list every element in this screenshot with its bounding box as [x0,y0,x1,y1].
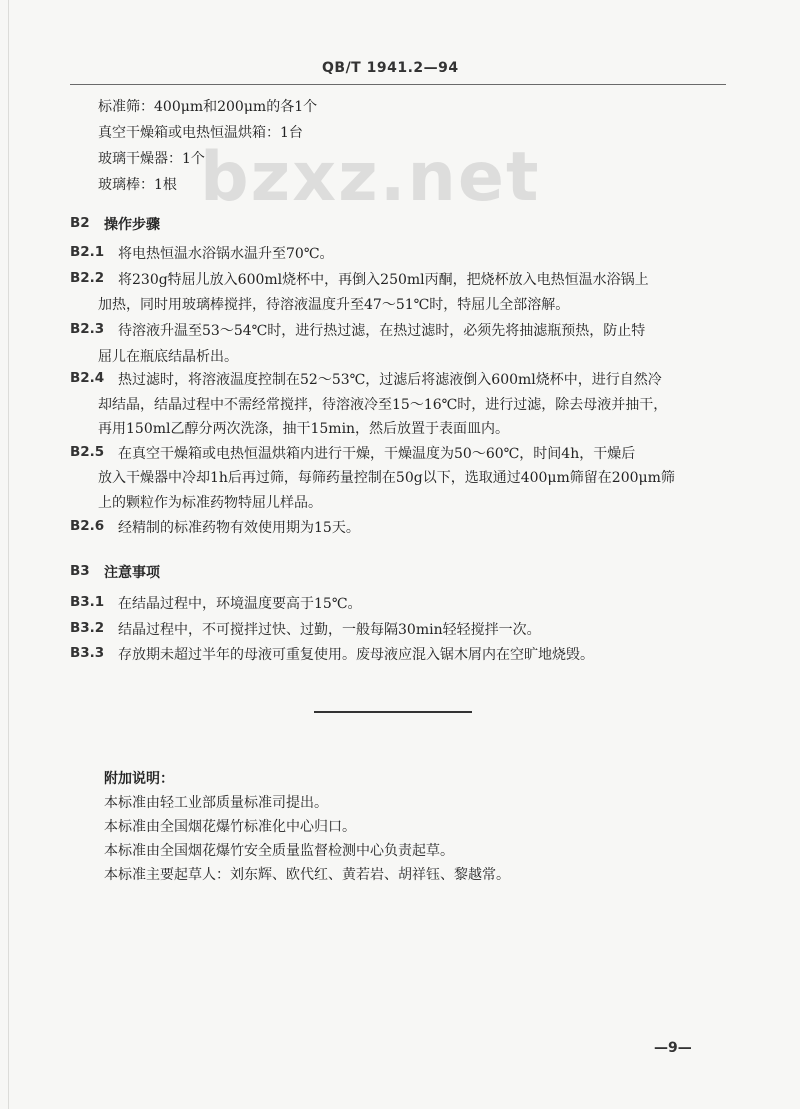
clause-text: 在真空干燥箱或电热恒温烘箱内进行干燥，干燥温度为50～60℃，时间4h，干燥后 [118,446,636,462]
clause-text: 经精制的标准药物有效使用期为15天。 [118,520,360,536]
clause-text: 上的颗粒作为标准药物特屈儿样品。 [98,495,322,511]
clause-text: 放入干燥器中冷却1h后再过筛，每筛药量控制在50g以下，选取通过400μm筛留在200μm筛 [98,470,675,486]
header-rule [70,84,726,85]
clause-number: B2.5 [70,444,105,460]
equipment-item: 玻璃干燥器：1个 [98,151,205,167]
clause-text: 结晶过程中，不可搅拌过快、过勤，一般每隔30min轻轻搅拌一次。 [118,622,541,638]
clause-text: 将230g特屈儿放入600ml烧杯中，再倒入250ml丙酮，把烧杯放入电热恒温水浴锅上 [118,272,649,288]
clause-number: B3.1 [70,594,105,610]
clause-number: B3.2 [70,620,105,636]
equipment-item: 标准筛：400μm和200μm的各1个 [98,99,318,115]
section-title: 操作步骤 [104,217,160,233]
clause-text: 待溶液升温至53～54℃时，进行热过滤，在热过滤时，必须先将抽滤瓶预热，防止特 [118,323,646,339]
clause-number: B2.3 [70,321,105,337]
notes-line: 本标准由轻工业部质量标准司提出。 [104,795,328,811]
clause-text: 却结晶，结晶过程中不需经常搅拌，待溶液冷至15～16℃时，进行过滤，除去母液并抽干， [98,397,668,413]
section-divider [314,711,472,713]
clause-number: B2.4 [70,370,105,386]
clause-text: 存放期未超过半年的母液可重复使用。废母液应混入锯木屑内在空旷地烧毁。 [118,647,594,663]
clause-text: 再用150ml乙醇分两次洗涤，抽干15min，然后放置于表面皿内。 [98,421,510,437]
notes-line: 本标准主要起草人：刘东辉、欧代红、黄若岩、胡祥钰、黎越常。 [104,867,510,883]
section-number: B2 [70,215,90,231]
clause-number: B2.2 [70,270,105,286]
equipment-item: 玻璃棒：1根 [98,177,177,193]
clause-text: 在结晶过程中，环境温度要高于15℃。 [118,596,362,612]
page-number: —9— [654,1040,692,1056]
clause-text: 将电热恒温水浴锅水温升至70℃。 [118,246,334,262]
clause-text: 加热，同时用玻璃棒搅拌，待溶液温度升至47～51℃时，特屈儿全部溶解。 [98,297,570,313]
notes-line: 本标准由全国烟花爆竹标准化中心归口。 [104,819,356,835]
section-number: B3 [70,563,90,579]
clause-text: 屈儿在瓶底结晶析出。 [98,349,238,365]
clause-number: B3.3 [70,645,105,661]
section-title: 注意事项 [104,565,160,581]
clause-text: 热过滤时，将溶液温度控制在52～53℃，过滤后将滤液倒入600ml烧杯中，进行自然冷 [118,372,662,388]
clause-number: B2.1 [70,244,105,260]
watermark: bzxz.net [200,138,541,217]
clause-number: B2.6 [70,518,105,534]
standard-code-header: QB/T 1941.2—94 [322,60,459,76]
notes-line: 本标准由全国烟花爆竹安全质量监督检测中心负责起草。 [104,843,454,859]
notes-title: 附加说明： [104,771,174,787]
equipment-item: 真空干燥箱或电热恒温烘箱：1台 [98,125,303,141]
scan-edge-line [8,0,9,1109]
